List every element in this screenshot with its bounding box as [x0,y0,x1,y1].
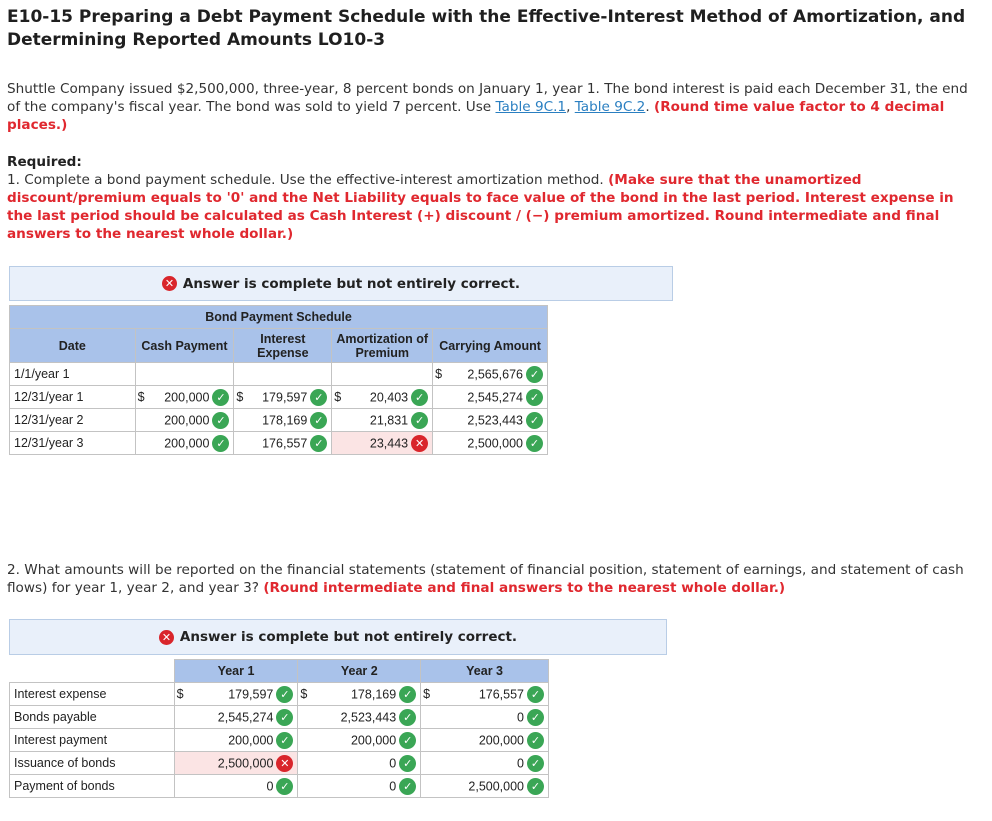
row-label: Payment of bonds [10,775,175,798]
year-2-cell[interactable]: 200,000 ✓ [312,729,421,752]
row-date: 12/31/year 1 [10,386,136,409]
interest-cell[interactable]: 176,557 ✓ [250,432,332,455]
answer-status-banner-1 [9,266,673,301]
correct-check-icon: ✓ [527,709,544,726]
year-2-cell[interactable]: 2,523,443 ✓ [312,706,421,729]
correct-check-icon: ✓ [399,755,416,772]
correct-check-icon: ✓ [399,732,416,749]
correct-check-icon: ✓ [411,389,428,406]
year-1-cell-incorrect[interactable]: 2,500,000 ✕ [188,752,298,775]
correct-check-icon: ✓ [527,732,544,749]
correct-check-icon: ✓ [399,778,416,795]
row-label: Bonds payable [10,706,175,729]
correct-check-icon: ✓ [276,732,293,749]
table-9c1-link[interactable]: Table 9C.1 [495,99,567,115]
year-1-cell[interactable]: 2,545,274 ✓ [188,706,298,729]
correct-check-icon: ✓ [276,778,293,795]
answer-status-banner-2 [9,619,667,655]
row-date: 12/31/year 2 [10,409,136,432]
interest-cell[interactable] [250,363,332,386]
currency-symbol: $ [234,386,250,409]
incorrect-icon: ✕ [159,630,174,645]
cash-cell[interactable] [151,363,234,386]
answer-status-text: Answer is complete but not entirely correct. [182,275,521,292]
financial-statement-amounts [9,659,549,798]
correct-check-icon: ✓ [526,412,543,429]
problem-intro [7,80,982,134]
col-carrying-amount: Carrying Amount [433,329,548,363]
table-row [10,683,549,706]
col-amortization: Amortization of Premium [332,329,433,363]
currency-symbol: $ [433,363,449,386]
year-1-cell[interactable]: 0 ✓ [188,775,298,798]
correct-check-icon: ✓ [526,435,543,452]
required-label: Required: [7,154,82,170]
carrying-cell[interactable]: 2,565,676 ✓ [449,363,548,386]
amort-cell[interactable]: 21,831 ✓ [348,409,433,432]
carrying-cell[interactable]: 2,523,443 ✓ [449,409,548,432]
cash-cell[interactable]: 200,000 ✓ [151,386,234,409]
correct-check-icon: ✓ [526,389,543,406]
year-2-cell[interactable]: 178,169 ✓ [312,683,421,706]
incorrect-icon: ✕ [162,276,177,291]
row-label: Interest payment [10,729,175,752]
required-section [7,153,982,243]
col-date: Date [10,329,136,363]
col-year-1: Year 1 [174,660,298,683]
table-row [10,386,548,409]
correct-check-icon: ✓ [212,389,229,406]
row-label: Issuance of bonds [10,752,175,775]
correct-check-icon: ✓ [527,686,544,703]
amort-cell[interactable] [348,363,433,386]
currency-symbol: $ [135,386,151,409]
answer-status-text: Answer is complete but not entirely correct. [179,629,518,645]
correct-check-icon: ✓ [399,686,416,703]
question-2-text: 2. What amounts will be reported on the financial statements (statement of financial position, statement of earnings, and statement of cash flows) for year 1, year 2, and year 3? [7,562,964,596]
question-2-note: (Round intermediate and final answers to the nearest whole dollar.) [263,580,786,596]
year-2-cell[interactable]: 0 ✓ [312,752,421,775]
year-3-cell[interactable]: 200,000 ✓ [435,729,549,752]
year-3-cell[interactable]: 0 ✓ [435,752,549,775]
col-year-3: Year 3 [421,660,549,683]
schedule-title: Bond Payment Schedule [10,306,548,329]
table-row [10,706,549,729]
question-1-note: (Make sure that the unamortized discount/premium equals to '0' and the Net Liability equals to face value of the bond in the last period. Interest expense in the last period should be calculated as Cash Interest (+) discount / (−) premium amortized. Round intermediate and final answers to the nearest whole dollar.) [7,172,954,242]
question-2 [7,561,982,597]
interest-cell[interactable]: 178,169 ✓ [250,409,332,432]
table-row [10,409,548,432]
correct-check-icon: ✓ [526,366,543,383]
bond-payment-schedule [9,305,548,455]
year-3-cell[interactable]: 0 ✓ [435,706,549,729]
intro-text: Shuttle Company issued $2,500,000, three-year, 8 percent bonds on January 1, year 1. The bond interest is paid each December 31, the end of the company's fiscal year. The bond was sold to yield 7 percent. Use [7,81,968,115]
year-2-cell[interactable]: 0 ✓ [312,775,421,798]
year-1-cell[interactable]: 200,000 ✓ [188,729,298,752]
carrying-cell[interactable]: 2,500,000 ✓ [449,432,548,455]
row-label: Interest expense [10,683,175,706]
table-row [10,752,549,775]
correct-check-icon: ✓ [212,435,229,452]
correct-check-icon: ✓ [212,412,229,429]
carrying-cell[interactable]: 2,545,274 ✓ [449,386,548,409]
exercise-title: E10-15 Preparing a Debt Payment Schedule with the Effective-Interest Method of Amortization, and Determining Reported Amounts LO10-3 [7,7,966,50]
table-row [10,363,548,386]
row-date: 12/31/year 3 [10,432,136,455]
currency-symbol: $ [332,386,348,409]
correct-check-icon: ✓ [411,412,428,429]
correct-check-icon: ✓ [399,709,416,726]
question-1-text: 1. Complete a bond payment schedule. Use the effective-interest amortization method. [7,172,609,188]
currency-symbol: $ [174,683,188,706]
year-1-cell[interactable]: 179,597 ✓ [188,683,298,706]
correct-check-icon: ✓ [310,435,327,452]
currency-symbol: $ [421,683,435,706]
table-9c2-link[interactable]: Table 9C.2 [574,99,646,115]
col-year-2: Year 2 [298,660,421,683]
table-row [10,729,549,752]
amort-cell[interactable]: 20,403 ✓ [348,386,433,409]
correct-check-icon: ✓ [276,709,293,726]
incorrect-x-icon: ✕ [411,435,428,452]
correct-check-icon: ✓ [527,778,544,795]
col-cash-payment: Cash Payment [135,329,234,363]
interest-cell[interactable]: 179,597 ✓ [250,386,332,409]
row-date: 1/1/year 1 [10,363,136,386]
currency-symbol: $ [298,683,312,706]
table-row [10,432,548,455]
correct-check-icon: ✓ [276,686,293,703]
correct-check-icon: ✓ [527,755,544,772]
link-separator: , [566,99,575,115]
intro-after: . [645,99,654,115]
year-3-cell[interactable]: 2,500,000 ✓ [435,775,549,798]
amort-cell-incorrect[interactable]: 23,443 ✕ [348,432,433,455]
table-row [10,775,549,798]
rounding-note: (Round time value factor to 4 decimal places.) [7,99,945,133]
cash-cell[interactable]: 200,000 ✓ [151,432,234,455]
year-3-cell[interactable]: 176,557 ✓ [435,683,549,706]
col-interest-expense: Interest Expense [234,329,332,363]
correct-check-icon: ✓ [310,412,327,429]
incorrect-x-icon: ✕ [276,755,293,772]
correct-check-icon: ✓ [310,389,327,406]
cash-cell[interactable]: 200,000 ✓ [151,409,234,432]
